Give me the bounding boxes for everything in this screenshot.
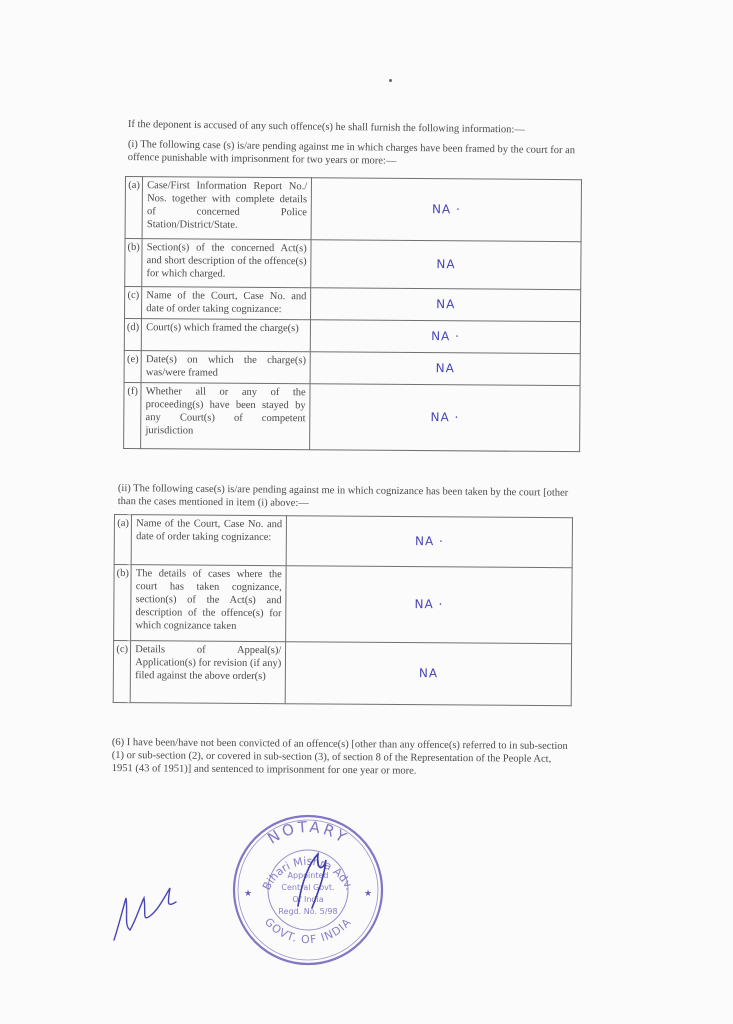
cognizance-table — [113, 514, 573, 706]
answer-text: NA — [418, 665, 439, 680]
row-description: Court(s) which framed the charge(s) — [142, 319, 311, 352]
table-row — [124, 319, 580, 354]
conviction-statement: (6) I have been/have not been convicted of an offence(s) [other than any offence(s) referred to in sub-section (1) or sub-section (2), or covered in sub-section (3), of section 8 of the Representation of the People Act, 1951 (43 of 1951)] and sentenced to imprisonment for one year or more. — [111, 736, 568, 777]
row-answer — [310, 384, 580, 452]
answer-text: NA · — [414, 596, 444, 611]
row-description: Case/First Information Report No./ Nos. together with complete details of concerned Police Station/District/State. — [142, 177, 311, 240]
row-label: (d) — [124, 319, 141, 351]
row-label: (c) — [125, 287, 142, 319]
row-answer — [311, 240, 581, 290]
stamp-line: Appointed — [287, 871, 329, 880]
section-i-intro: (i) The following case (s) is/are pending against me in which charges have been framed by the court for an offence punishable with imprisonment for two years or more:— — [127, 138, 576, 167]
answer-text: NA · — [431, 201, 461, 216]
stamp-bottom-text: GOVT. OF INDIA — [261, 915, 355, 947]
row-label: (a) — [114, 515, 132, 565]
row-answer — [311, 320, 581, 354]
table-row — [124, 382, 580, 451]
table-row — [114, 515, 572, 568]
table-row — [113, 641, 571, 706]
row-label: (e) — [124, 350, 141, 382]
stamp-line: Central Govt. — [281, 883, 335, 892]
table-row — [125, 177, 581, 242]
row-label: (a) — [125, 177, 143, 239]
table-row — [124, 350, 580, 385]
table-row — [125, 239, 581, 290]
section-ii-intro: (ii) The following case(s) is/are pending against me in which cognizance has been taken by the court [other than the cases mentioned in item (i) above:— — [117, 482, 569, 509]
row-description: Whether all or any of the proceeding(s) have been stayed by any Court(s) of competent jurisdiction — [141, 383, 310, 450]
row-description: Section(s) of the concerned Act(s) and short description of the offence(s) for which charged. — [142, 239, 311, 288]
ink-dot — [389, 79, 392, 82]
row-answer — [311, 288, 581, 322]
stamp-star-icon: ★ — [244, 889, 253, 899]
row-description: The details of cases where the court has taken cognizance, section(s) of the Act(s) and description of the offence(s) for which cognizance taken — [131, 565, 287, 642]
answer-text: NA — [436, 256, 456, 271]
row-description: Name of the Court, Case No. and date of order taking cognizance: — [131, 515, 286, 566]
answer-text: NA · — [431, 328, 460, 343]
row-answer — [285, 642, 571, 706]
answer-text: NA · — [430, 409, 460, 424]
answer-text: NA — [436, 296, 456, 311]
stamp-top-text: NOTARY — [264, 817, 352, 848]
row-label: (b) — [125, 239, 143, 287]
row-answer — [286, 566, 572, 644]
table-row — [125, 287, 581, 322]
row-description: Name of the Court, Case No. and date of order taking cognizance: — [142, 287, 311, 320]
signature-icon — [108, 868, 188, 948]
row-answer — [286, 516, 572, 568]
row-answer — [311, 178, 581, 242]
svg-text:GOVT. OF INDIA — [262, 915, 354, 946]
row-description: Details of Appeal(s)/ Application(s) for revision (if any) filed against the above order(s) — [130, 641, 285, 704]
row-label: (f) — [124, 382, 142, 448]
row-label: (c) — [113, 641, 131, 703]
stamp-line: Of India — [292, 895, 324, 904]
deponent-intro: If the deponent is accused of any such offence(s) he shall furnish the following information:— — [127, 118, 525, 136]
charges-framed-table — [123, 176, 582, 452]
row-answer — [310, 352, 580, 386]
answer-text: NA · — [414, 533, 444, 548]
row-description: Date(s) on which the charge(s) was/were framed — [141, 351, 310, 384]
answer-text: NA — [435, 360, 455, 375]
notary-stamp — [228, 810, 388, 970]
stamp-star-icon: ★ — [364, 889, 373, 899]
stamp-name-text: Bihari Mishra Adv. — [260, 854, 357, 893]
row-label: (b) — [114, 565, 132, 641]
table-row — [114, 565, 573, 644]
stamp-line: Regd. No. 5/98 — [278, 907, 338, 916]
